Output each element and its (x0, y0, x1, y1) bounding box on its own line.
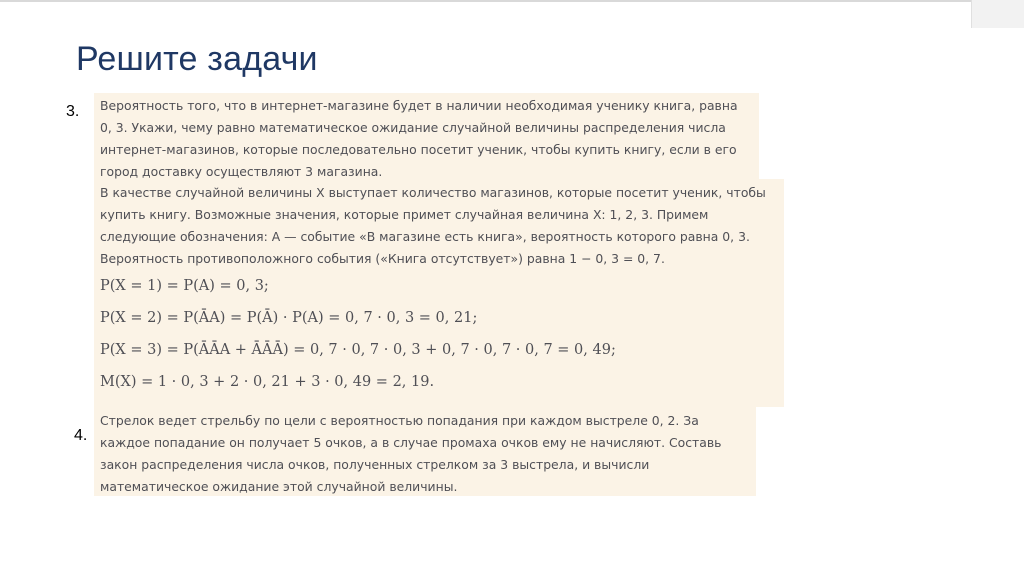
equation-expectation: M(X) = 1 · 0, 3 + 2 · 0, 21 + 3 · 0, 49 = 2, 19. (100, 374, 435, 390)
equation-p-x-3: P(X = 3) = P(ĀĀA + ĀĀĀ) = 0, 7 · 0, 7 · 0, 3 + 0, 7 · 0, 7 · 0, 7 = 0, 49; (100, 342, 616, 358)
task-3-solution-panel (94, 179, 784, 407)
task-3-problem-line: Вероятность того, что в интернет-магазине будет в наличии необходимая ученику книга, равна (100, 98, 738, 113)
task-4-problem-line: математическое ожидание этой случайной величины. (100, 479, 458, 494)
task-3-solution-line: Вероятность противоположного события («Книга отсутствует») равна 1 − 0, 3 = 0, 7. (100, 251, 665, 266)
task-3-problem-line: интернет-магазинов, которые последовательно посетит ученик, чтобы купить книгу, если в его (100, 142, 737, 157)
slide-title: Решите задачи (76, 40, 318, 78)
task-3-problem-line: город доставку осуществляют 3 магазина. (100, 164, 383, 179)
task-4-problem-line: Стрелок ведет стрельбу по цели с вероятностью попадания при каждом выстреле 0, 2. За (100, 413, 699, 428)
slide-top-rule (0, 0, 1024, 2)
task-3-solution-line: купить книгу. Возможные значения, которые примет случайная величина X: 1, 2, 3. Примем (100, 207, 709, 222)
task-4-number: 4. (74, 427, 88, 444)
task-4-problem-panel (94, 407, 756, 496)
task-4-problem-line: каждое попадание он получает 5 очков, а в случае промаха очков ему не начисляют. Составь (100, 435, 722, 450)
task-3-solution-line: В качестве случайной величины X выступает количество магазинов, которые посетит ученик, чтобы (100, 185, 766, 200)
task-3-number: 3. (66, 103, 80, 120)
slide-corner-decoration (971, 0, 1024, 28)
equation-p-x-1: P(X = 1) = P(A) = 0, 3; (100, 278, 269, 294)
task-4-problem-line: закон распределения числа очков, полученных стрелком за 3 выстрела, и вычисли (100, 457, 650, 472)
task-3-problem-panel (94, 93, 759, 179)
task-3-solution-line: следующие обозначения: A — событие «В магазине есть книга», вероятность которого равна 0, 3. (100, 229, 750, 244)
equation-p-x-2: P(X = 2) = P(ĀA) = P(Ā) · P(A) = 0, 7 · 0, 3 = 0, 21; (100, 310, 478, 326)
task-3-problem-line: 0, 3. Укажи, чему равно математическое ожидание случайной величины распределения числа (100, 120, 726, 135)
